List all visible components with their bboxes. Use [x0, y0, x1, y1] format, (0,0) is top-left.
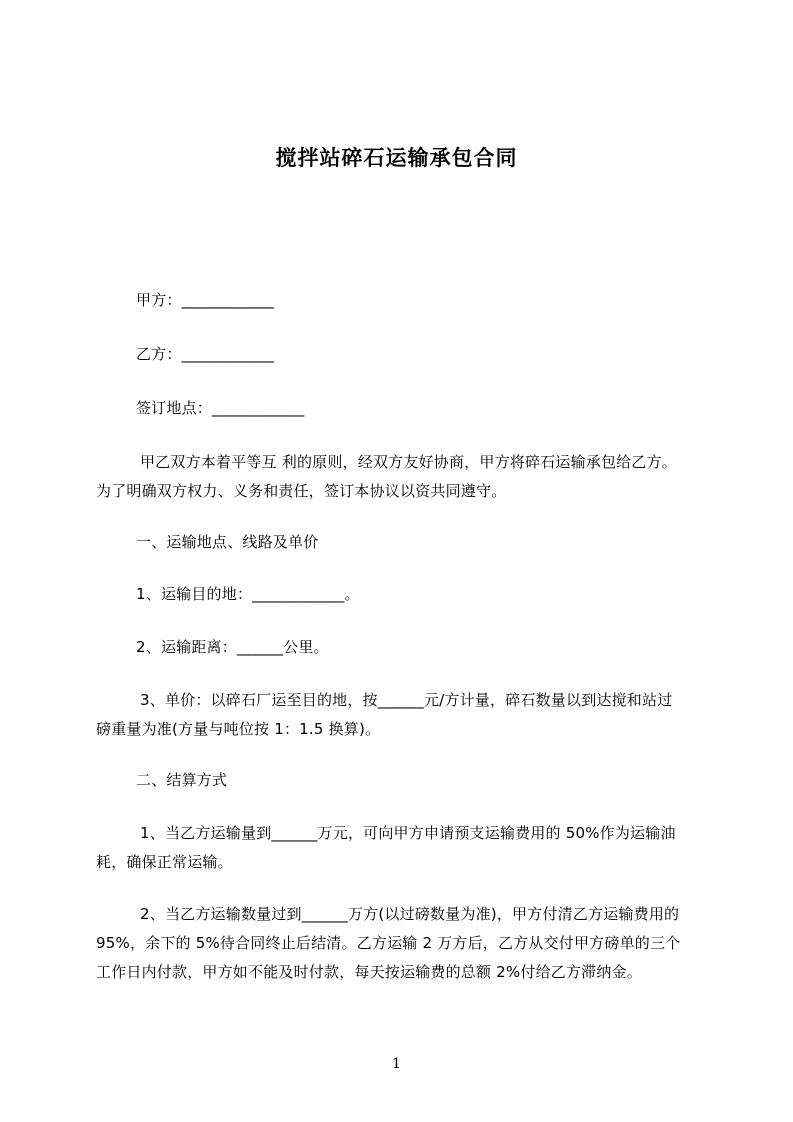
item-2-2-line-2: 95%，余下的 5%待合同终止后结清。乙方运输 2 万方后，乙方从交付甲方磅单的三个: [96, 934, 681, 952]
intro-paragraph-line-1: 甲乙双方本着平等互 利的原则，经双方友好协商，甲方将碎石运输承包给乙方。: [140, 453, 677, 471]
item-1-3-line-2: 磅重量为准(方量与吨位按 1：1.5 换算)。: [96, 720, 381, 738]
item-2-1-line-1: 1、当乙方运输量到______万元，可向甲方申请预支运输费用的 50%作为运输油: [140, 824, 676, 842]
section-2-heading: 二、结算方式: [136, 771, 228, 789]
page-number: 1: [392, 1056, 401, 1072]
item-2-1-line-2: 耗，确保正常运输。: [96, 853, 233, 871]
document-title: 搅拌站碎石运输承包合同: [275, 146, 518, 170]
party-b-line: 乙方：____________: [136, 345, 275, 363]
intro-paragraph-line-2: 为了明确双方权力、义务和责任，签订本协议以资共同遵守。: [96, 482, 507, 500]
signing-place-line: 签订地点：____________: [136, 399, 305, 417]
party-a-line: 甲方：____________: [136, 291, 275, 309]
item-1-3-line-1: 3、单价：以碎石厂运至目的地，按______元/方计量，碎石数量以到达搅和站过: [140, 691, 673, 709]
section-1-heading: 一、运输地点、线路及单价: [136, 533, 319, 551]
item-1-2: 2、运输距离：______公里。: [136, 638, 329, 656]
item-2-2-line-3: 工作日内付款，甲方如不能及时付款，每天按运输费的总额 2%付给乙方滞纳金。: [96, 963, 642, 981]
item-1-1: 1、运输目的地：____________。: [136, 585, 360, 603]
item-2-2-line-1: 2、当乙方运输数量过到______万方(以过磅数量为准)，甲方付清乙方运输费用的: [140, 905, 680, 923]
